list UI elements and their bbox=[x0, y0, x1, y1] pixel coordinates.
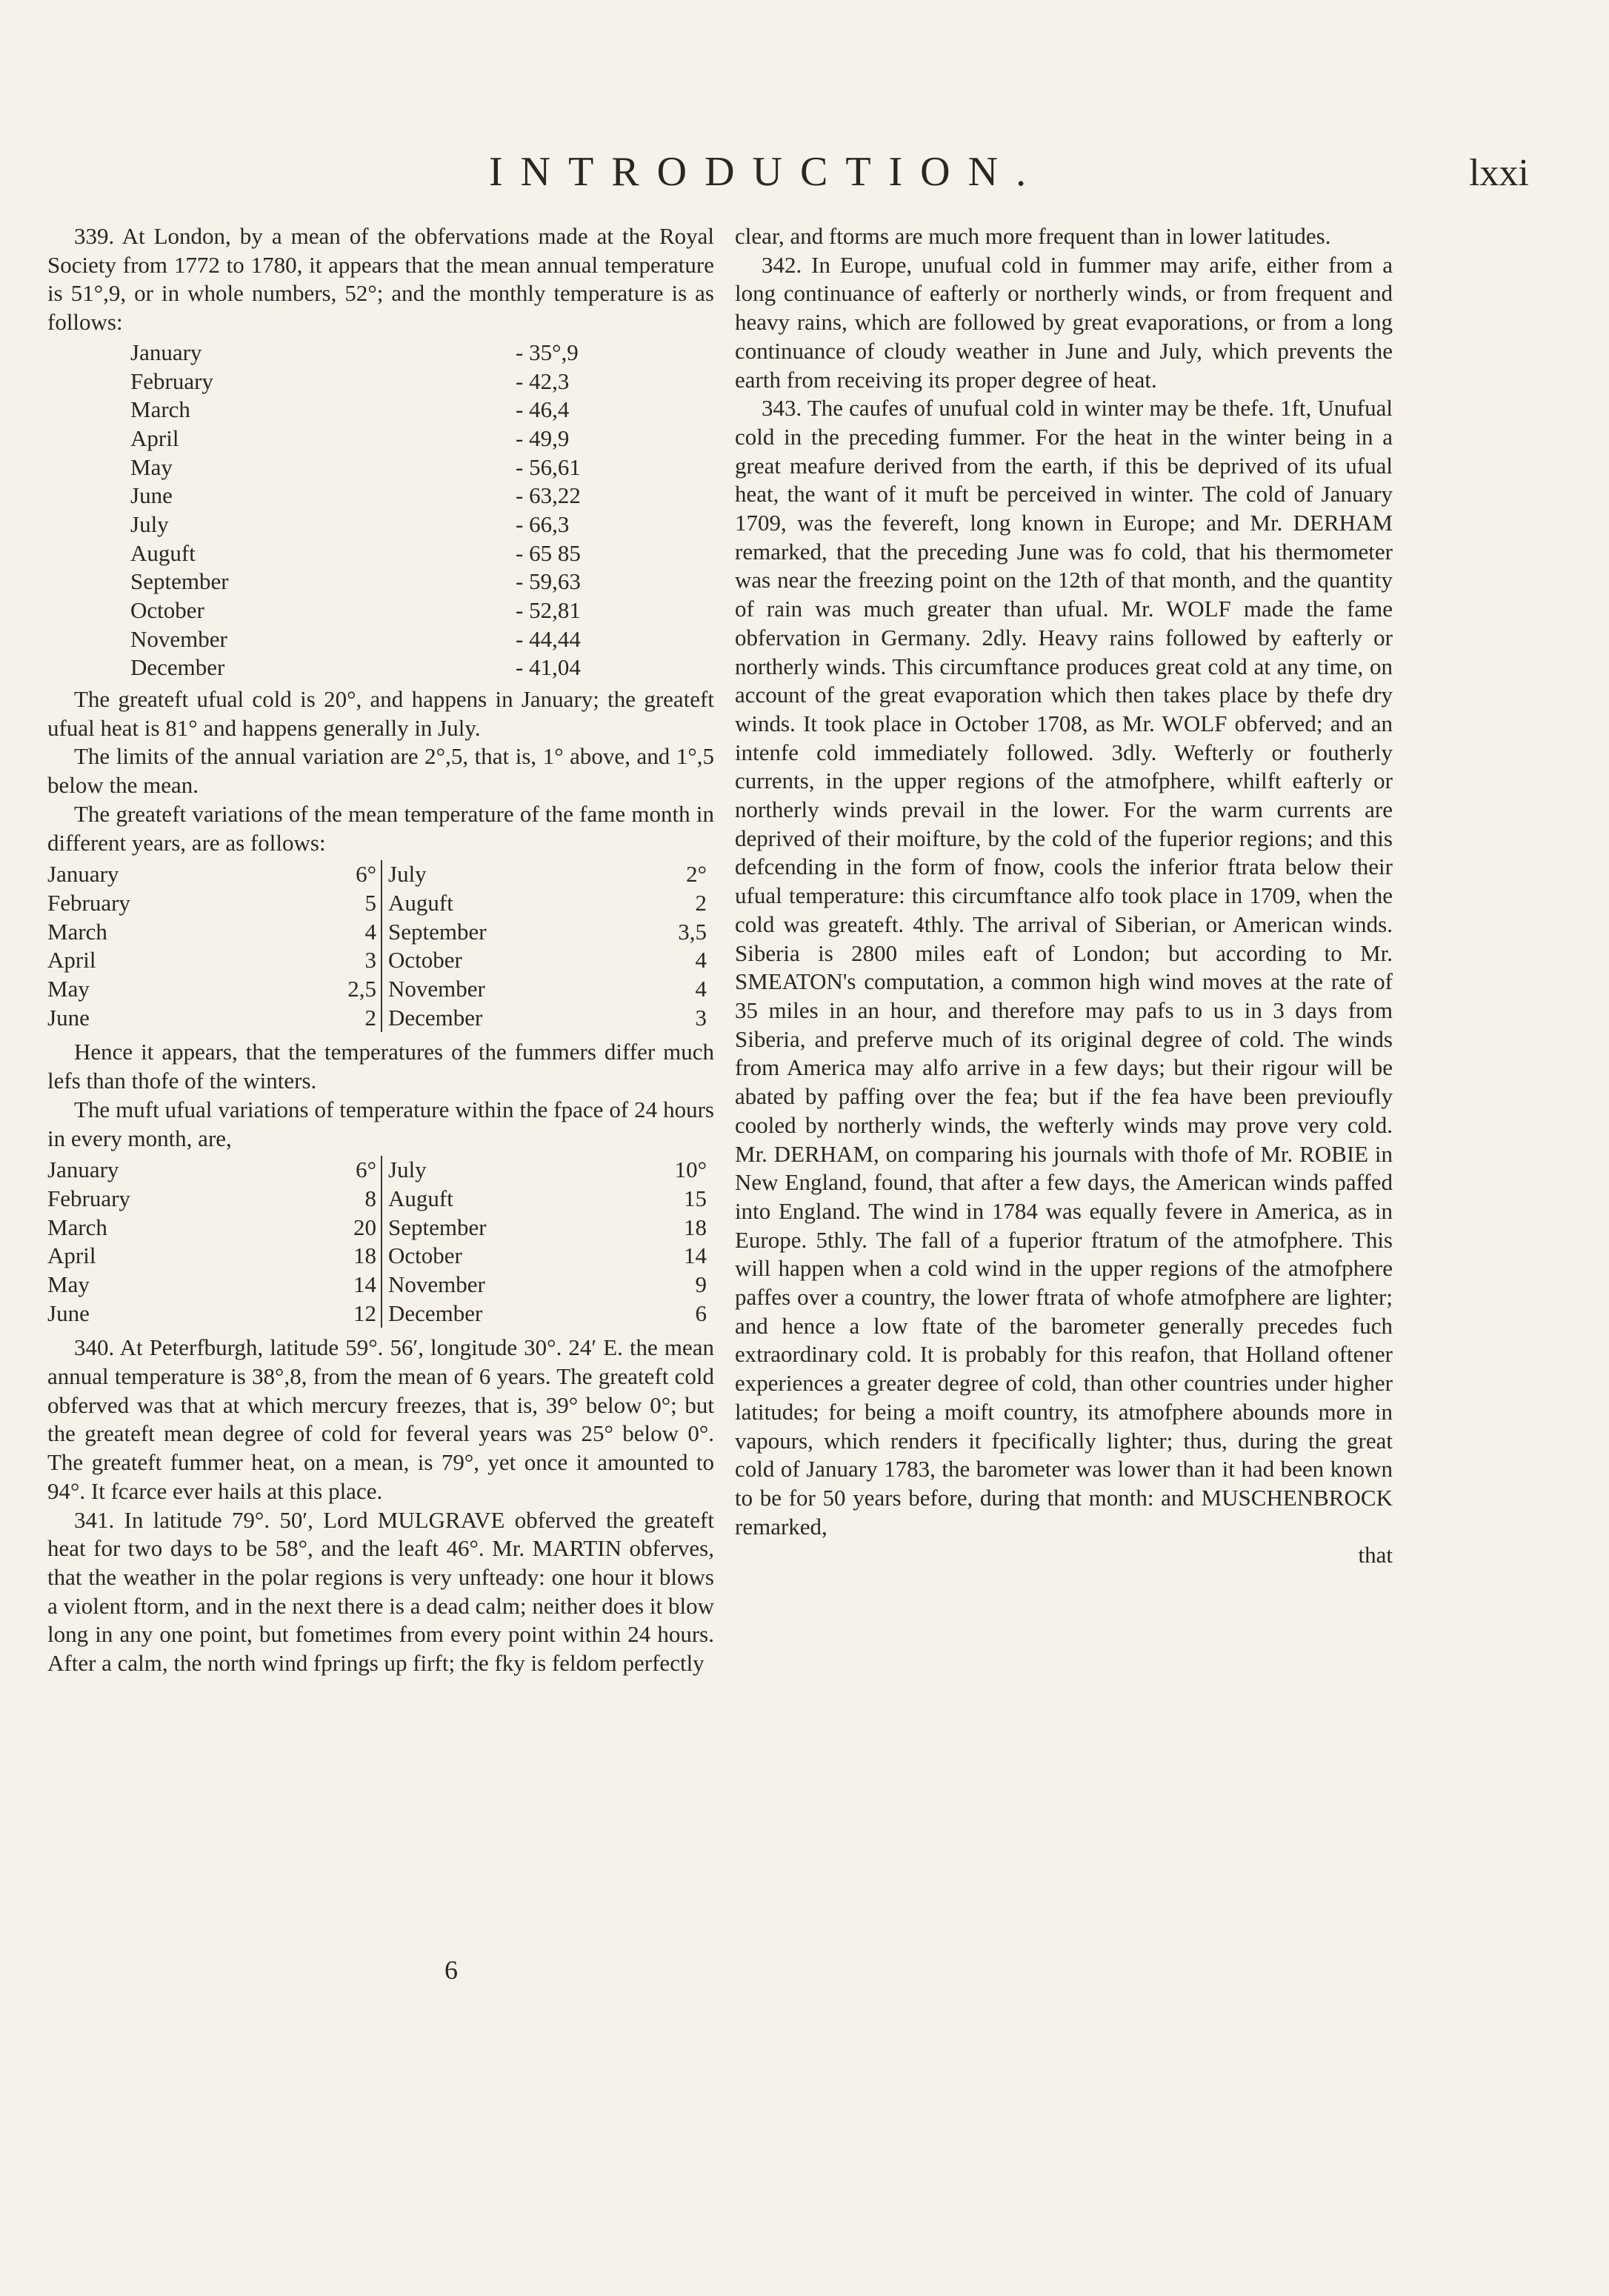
table-row bbox=[47, 918, 381, 947]
month-temperature: - 42,3 bbox=[516, 367, 570, 394]
table-row bbox=[47, 1185, 381, 1214]
table-month: April bbox=[47, 947, 96, 974]
monthly-row bbox=[130, 596, 649, 625]
table-value: 4 bbox=[695, 947, 707, 974]
monthly-temperature-list bbox=[130, 339, 649, 682]
month-name: January bbox=[130, 339, 202, 365]
monthly-row bbox=[130, 453, 649, 482]
table-month: January bbox=[47, 861, 119, 888]
table-row bbox=[388, 1004, 707, 1033]
table-value: 2 bbox=[364, 1004, 376, 1031]
table-row bbox=[388, 975, 707, 1004]
table-row bbox=[47, 975, 381, 1004]
right-column bbox=[735, 222, 1393, 1570]
month-temperature: - 52,81 bbox=[516, 597, 581, 623]
daily-variations-table-left bbox=[47, 1156, 382, 1328]
table-row bbox=[388, 1156, 707, 1185]
table-month: Auguft bbox=[388, 889, 453, 916]
paragraph-340: 340. At Peterfburgh, latitude 59°. 56′, longitude 30°. 24′ E. the mean annual temperature is 38°,8, from the mean of 6 years. The greateft cold obferved was that at which mercury freezes, that is, 39° below 0°; but the greateft mean degree of cold for feveral years was 25° below 0°. The greateft fummer heat, on a mean, is 79°, yet once it amounted to 94°. It fcarce ever hails at this place. bbox=[47, 1334, 714, 1504]
month-temperature: - 46,4 bbox=[516, 396, 570, 423]
table-month: Auguft bbox=[388, 1185, 453, 1211]
monthly-row bbox=[130, 367, 649, 396]
paragraph-continuation: clear, and ftorms are much more frequent than in lower latitudes. bbox=[735, 223, 1331, 249]
left-column bbox=[47, 222, 714, 1678]
month-name: May bbox=[130, 453, 173, 480]
table-value: 2,5 bbox=[347, 976, 376, 1002]
table-month: February bbox=[47, 1185, 130, 1211]
table-value: 6° bbox=[356, 861, 376, 888]
paragraph-greatest-cold: The greateft ufual cold is 20°, and happens in January; the greateft ufual heat is 81° and happens generally in July. bbox=[47, 686, 714, 741]
month-name: March bbox=[130, 396, 190, 423]
table-row bbox=[388, 1185, 707, 1214]
table-row bbox=[388, 889, 707, 918]
table-month: November bbox=[388, 1271, 485, 1297]
table-value: 14 bbox=[684, 1242, 707, 1269]
variations-table-right bbox=[382, 860, 707, 1032]
monthly-row bbox=[130, 625, 649, 654]
table-row bbox=[388, 918, 707, 947]
table-row bbox=[47, 860, 381, 889]
table-row bbox=[47, 1300, 381, 1328]
table-row bbox=[47, 1004, 381, 1033]
table-value: 18 bbox=[353, 1242, 376, 1269]
table-value: 3 bbox=[695, 1004, 707, 1031]
month-name: July bbox=[130, 510, 169, 537]
signature-mark: 6 bbox=[444, 1955, 458, 1985]
table-value: 6 bbox=[695, 1300, 707, 1326]
table-month: July bbox=[388, 861, 427, 888]
month-name: November bbox=[130, 625, 227, 652]
table-row bbox=[47, 1214, 381, 1242]
paragraph-hence: Hence it appears, that the temperatures of the fummers differ much lefs than thofe of the winters. bbox=[47, 1039, 714, 1094]
table-month: January bbox=[47, 1157, 119, 1183]
table-value: 12 bbox=[353, 1300, 376, 1326]
table-row bbox=[47, 1242, 381, 1271]
month-name: April bbox=[130, 425, 179, 451]
table-row bbox=[388, 860, 707, 889]
table-value: 15 bbox=[684, 1185, 707, 1211]
table-month: December bbox=[388, 1004, 483, 1031]
month-name: September bbox=[130, 568, 229, 595]
monthly-row bbox=[130, 653, 649, 682]
month-name: June bbox=[130, 482, 173, 509]
table-row bbox=[388, 1271, 707, 1300]
table-month: July bbox=[388, 1157, 427, 1183]
catchword: that bbox=[1358, 1542, 1393, 1568]
month-name: February bbox=[130, 367, 213, 394]
table-row bbox=[388, 1300, 707, 1328]
page-number: lxxi bbox=[1469, 152, 1529, 194]
paragraph-341: 341. In latitude 79°. 50′, Lord MULGRAVE obferved the greateft heat for two days to be 58°, and the leaft 46°. Mr. MARTIN obferves, that the weather in the polar regions is very unfteady: one hour it blows a violent ftorm, and in the next there is a dead calm; neither does it blow long in any one point, but fometimes from every point within 24 hours. After a calm, the north wind fprings up firft; the fky is feldom perfectly bbox=[47, 1506, 714, 1677]
table-row bbox=[47, 889, 381, 918]
table-month: May bbox=[47, 976, 90, 1002]
paragraph-343: 343. The caufes of unufual cold in winter may be thefe. 1ft, Unufual cold in the preceding fummer. For the heat in the winter being in a great meafure derived from the earth, if this be deprived of its ufual heat, the want of it muft be perceived in winter. The cold of January 1709, was the fevereft, long known in Europe; and Mr. DERHAM remarked, that the preceding June was fo cold, that his thermometer was near the freezing point on the 12th of that month, and the quantity of rain was much greater than ufual. Mr. WOLF made the fame obfervation in Germany. 2dly. Heavy rains followed by eafterly or northerly winds. This circumftance produces great cold at any time, on account of the great evaporation which then takes place by thefe dry winds. It took place in October 1708, as Mr. WOLF obferved; and an intenfe cold immediately followed. 3dly. Wefterly or foutherly currents, in the upper regions of the atmofphere, whilft eafterly or northerly winds prevail in the lower. For the warm currents are deprived of their moifture, by the cold of the fuperior regions; and this defcending in the form of fnow, cools the inferior ftrata below their ufual temperature: this circumftance alfo took place in 1709, when the cold was greateft. 4thly. The arrival of Siberian, or American winds. Siberia is 2800 miles eaft of London; but according to Mr. SMEATON's computation, a common high wind moves at the rate of 35 miles in an hour, and therefore may pafs to us in 3 days from Siberia, and preferve much of its original degree of cold. The winds from America may alfo arrive in a few days; but their rigour will be abated by paffing over the fea; but if the fea have been previoufly cooled by northerly winds, the wefterly winds may prove very cold. Mr. DERHAM, on comparing his journals with thofe of Mr. ROBIE in New England, found, that after a few days, the American winds paffed into England. The wind in 1784 was equally fevere in America, as in Europe. 5thly. The fall of a fuperior ftratum of the atmofphere. This will happen when a cold wind in the upper regions of the atmofphere paffes over a country, the lower ftrata of whofe atmofphere are lighter; and hence a low ftate of the barometer generally precedes fuch extraordinary cold. It is probably for this reafon, that Holland oftener experiences a greater degree of cold, than other countries under higher latitudes; for being a moift country, its atmofphere abounds more in vapours, which renders it fpecifically lighter; thus, during the great cold of January 1783, the barometer was lower than it had been known to be for 50 years before, during that month: and MUSCHENBROCK remarked, bbox=[735, 395, 1393, 1540]
monthly-row bbox=[130, 510, 649, 539]
table-row bbox=[47, 1271, 381, 1300]
month-name: Auguft bbox=[130, 539, 196, 566]
table-value: 3 bbox=[364, 947, 376, 974]
table-value: 2 bbox=[695, 889, 707, 916]
monthly-row bbox=[130, 396, 649, 425]
month-temperature: - 66,3 bbox=[516, 510, 570, 537]
table-value: 3,5 bbox=[678, 918, 707, 945]
monthly-row bbox=[130, 339, 649, 367]
table-month: February bbox=[47, 889, 130, 916]
table-value: 2° bbox=[686, 861, 707, 888]
month-temperature: - 59,63 bbox=[516, 568, 581, 595]
month-name: October bbox=[130, 597, 204, 623]
table-month: May bbox=[47, 1271, 90, 1297]
table-value: 20 bbox=[353, 1214, 376, 1240]
month-temperature: - 44,44 bbox=[516, 625, 581, 652]
table-value: 5 bbox=[364, 889, 376, 916]
table-month: September bbox=[388, 918, 487, 945]
table-month: November bbox=[388, 976, 485, 1002]
table-row bbox=[47, 946, 381, 975]
paragraph-342: 342. In Europe, unufual cold in fummer may arife, either from a long continuance of eafterly or northerly winds, or from frequent and heavy rains, which are followed by great evaporations, or from a long continuance of cloudy weather in June and July, which prevents the earth from receiving its proper degree of heat. bbox=[735, 251, 1393, 393]
month-name: December bbox=[130, 654, 225, 681]
table-value: 10° bbox=[674, 1157, 707, 1183]
table-value: 18 bbox=[684, 1214, 707, 1240]
monthly-row bbox=[130, 482, 649, 510]
table-month: March bbox=[47, 1214, 107, 1240]
table-value: 4 bbox=[364, 918, 376, 945]
monthly-row bbox=[130, 568, 649, 596]
table-row bbox=[388, 1242, 707, 1271]
paragraph-annual-limits: The limits of the annual variation are 2°,5, that is, 1° above, and 1°,5 below the mean. bbox=[47, 743, 714, 799]
table-month: September bbox=[388, 1214, 487, 1240]
month-temperature: - 35°,9 bbox=[516, 339, 579, 365]
table-value: 8 bbox=[364, 1185, 376, 1211]
variations-table bbox=[47, 860, 714, 1032]
table-value: 14 bbox=[353, 1271, 376, 1297]
paragraph-greatest-variations: The greateft variations of the mean temperature of the fame month in different years, are as follows: bbox=[47, 800, 714, 856]
monthly-row bbox=[130, 539, 649, 568]
table-row bbox=[47, 1156, 381, 1185]
month-temperature: - 49,9 bbox=[516, 425, 570, 451]
table-month: December bbox=[388, 1300, 483, 1326]
table-value: 6° bbox=[356, 1157, 376, 1183]
paragraph-daily-variations: The muft ufual variations of temperature within the fpace of 24 hours in every month, are, bbox=[47, 1096, 714, 1151]
table-month: October bbox=[388, 947, 462, 974]
month-temperature: - 63,22 bbox=[516, 482, 581, 509]
table-row bbox=[388, 946, 707, 975]
variations-table-left bbox=[47, 860, 382, 1032]
table-month: October bbox=[388, 1242, 462, 1269]
paragraph-339: 339. At London, by a mean of the obfervations made at the Royal Society from 1772 to 1780, it appears that the mean annual temperature is 51°,9, or in whole numbers, 52°; and the monthly temperature is as follows: bbox=[47, 223, 714, 336]
page-header bbox=[0, 148, 1609, 200]
table-month: April bbox=[47, 1242, 96, 1269]
table-month: June bbox=[47, 1300, 90, 1326]
monthly-row bbox=[130, 425, 649, 453]
table-month: March bbox=[47, 918, 107, 945]
daily-variations-table bbox=[47, 1156, 714, 1328]
table-month: June bbox=[47, 1004, 90, 1031]
daily-variations-table-right bbox=[382, 1156, 707, 1328]
table-value: 9 bbox=[695, 1271, 707, 1297]
month-temperature: - 41,04 bbox=[516, 654, 581, 681]
table-row bbox=[388, 1214, 707, 1242]
month-temperature: - 56,61 bbox=[516, 453, 581, 480]
table-value: 4 bbox=[695, 976, 707, 1002]
month-temperature: - 65 85 bbox=[516, 539, 581, 566]
running-title: INTRODUCTION. bbox=[489, 149, 1045, 195]
